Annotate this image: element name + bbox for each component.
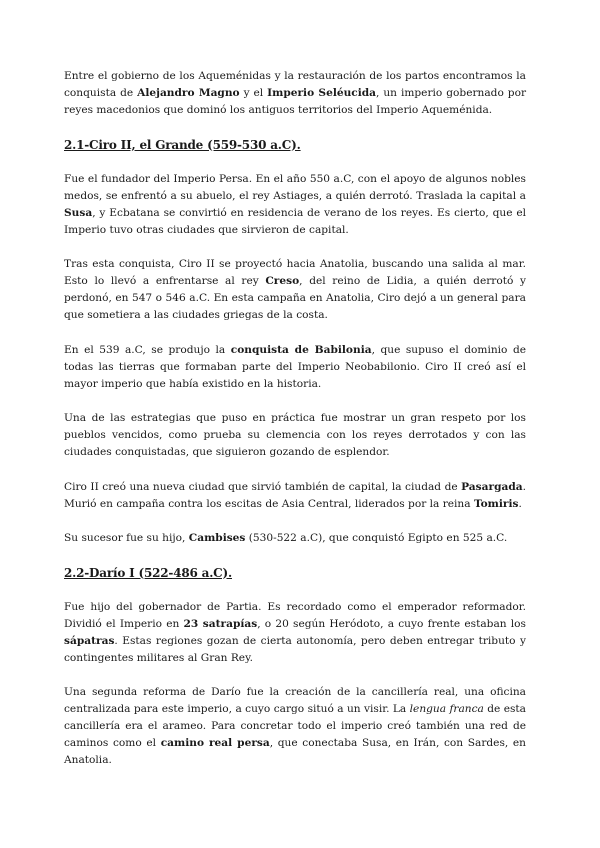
paragraph-ciro-2: Tras esta conquista, Ciro II se proyectó hacia Anatolia, buscando una salida al mar. Esto lo llevó a enfrentarse al rey Creso, del reino de Lidia, a quién derrotó y perdonó, en 547 o 546 a.C. En esta campaña en Anatolia, Ciro dejó a un general para que sometiera a las ciudades griegas de la costa. (64, 258, 526, 321)
document-page (64, 68, 526, 787)
term-23-satrapias: 23 satrapías (183, 617, 258, 630)
term-imperio-seleucida: Imperio Seléucida (267, 87, 377, 99)
term-camino-real-persa: camino real persa (160, 737, 270, 749)
paragraph-ciro-6: Su sucesor fue su hijo, Cambises (530-522 a.C), que conquistó Egipto en 525 a.C. (64, 532, 508, 544)
paragraph-dario-1: Fue hijo del gobernador de Partia. Es recordado como el emperador reformador. Dividió el Imperio en 23 satrapías, o 20 según Heródoto, a cuyo frente estaban los sápatras. Estas regiones gozan de cierta autonomía, pero deben entregar tributo y contingentes militares al Gran Rey. (64, 600, 526, 664)
section-heading-dario: 2.2-Darío I (522-486 a.C). (64, 565, 232, 580)
term-conquista-babilonia: conquista de Babilonia (230, 343, 372, 356)
term-pasargada: Pasargada (461, 480, 523, 493)
term-alejandro-magno: Alejandro Magno (137, 87, 240, 99)
paragraph-ciro-5: Ciro II creó una nueva ciudad que sirvió también de capital, la ciudad de Pasargada. Murió en campaña contra los escitas de Asia Central, liderados por la reina Tomiris. (64, 480, 526, 510)
term-creso: Creso (265, 275, 300, 287)
term-susa: Susa (64, 206, 93, 219)
paragraph-dario-2: Una segunda reforma de Darío fue la creación de la cancillería real, una oficina centralizada para este imperio, a cuyo cargo situó a un visir. La lengua franca de esta cancillería era el arameo. Para concretar todo el imperio creó también una red de caminos como el camino real persa, que conectaba Susa, en Irán, con Sardes, en Anatolia. (64, 686, 526, 766)
paragraph-ciro-4: Una de las estrategias que puso en práctica fue mostrar un gran respeto por los pueblos vencidos, como prueba su clemencia con los reyes derrotados y con las ciudades conquistadas, que siguieron gozando de esplendor. (64, 412, 526, 458)
term-cambises: Cambises (188, 532, 246, 544)
paragraph-ciro-1: Fue el fundador del Imperio Persa. En el año 550 a.C, con el apoyo de algunos nobles medos, se enfrentó a su abuelo, el rey Astiages, a quién derrotó. Traslada la capital a Susa, y Ecbatana se convirtió en residencia de verano de los reyes. Es cierto, que el Imperio tuvo otras ciudades que sirvieron de capital. (64, 172, 526, 236)
term-tomiris: Tomiris (473, 497, 519, 510)
paragraph-ciro-3: En el 539 a.C, se produjo la conquista de Babilonia, que supuso el dominio de todas las tierras que formaban parte del Imperio Neobabilonio. Ciro II creó así el mayor imperio que había existido en la historia. (64, 343, 526, 390)
term-sapatras: sápatras (64, 634, 115, 647)
section-heading-ciro: 2.1-Ciro II, el Grande (559-530 a.C). (64, 137, 301, 152)
term-lengua-franca: lengua franca (409, 703, 484, 715)
paragraph-intro: Entre el gobierno de los Aqueménidas y la restauración de los partos encontramos la conquista de Alejandro Magno y el Imperio Seléucida, un imperio gobernado por reyes macedonios que dominó los antiguos territorios del Imperio Aqueménida. (64, 70, 527, 116)
